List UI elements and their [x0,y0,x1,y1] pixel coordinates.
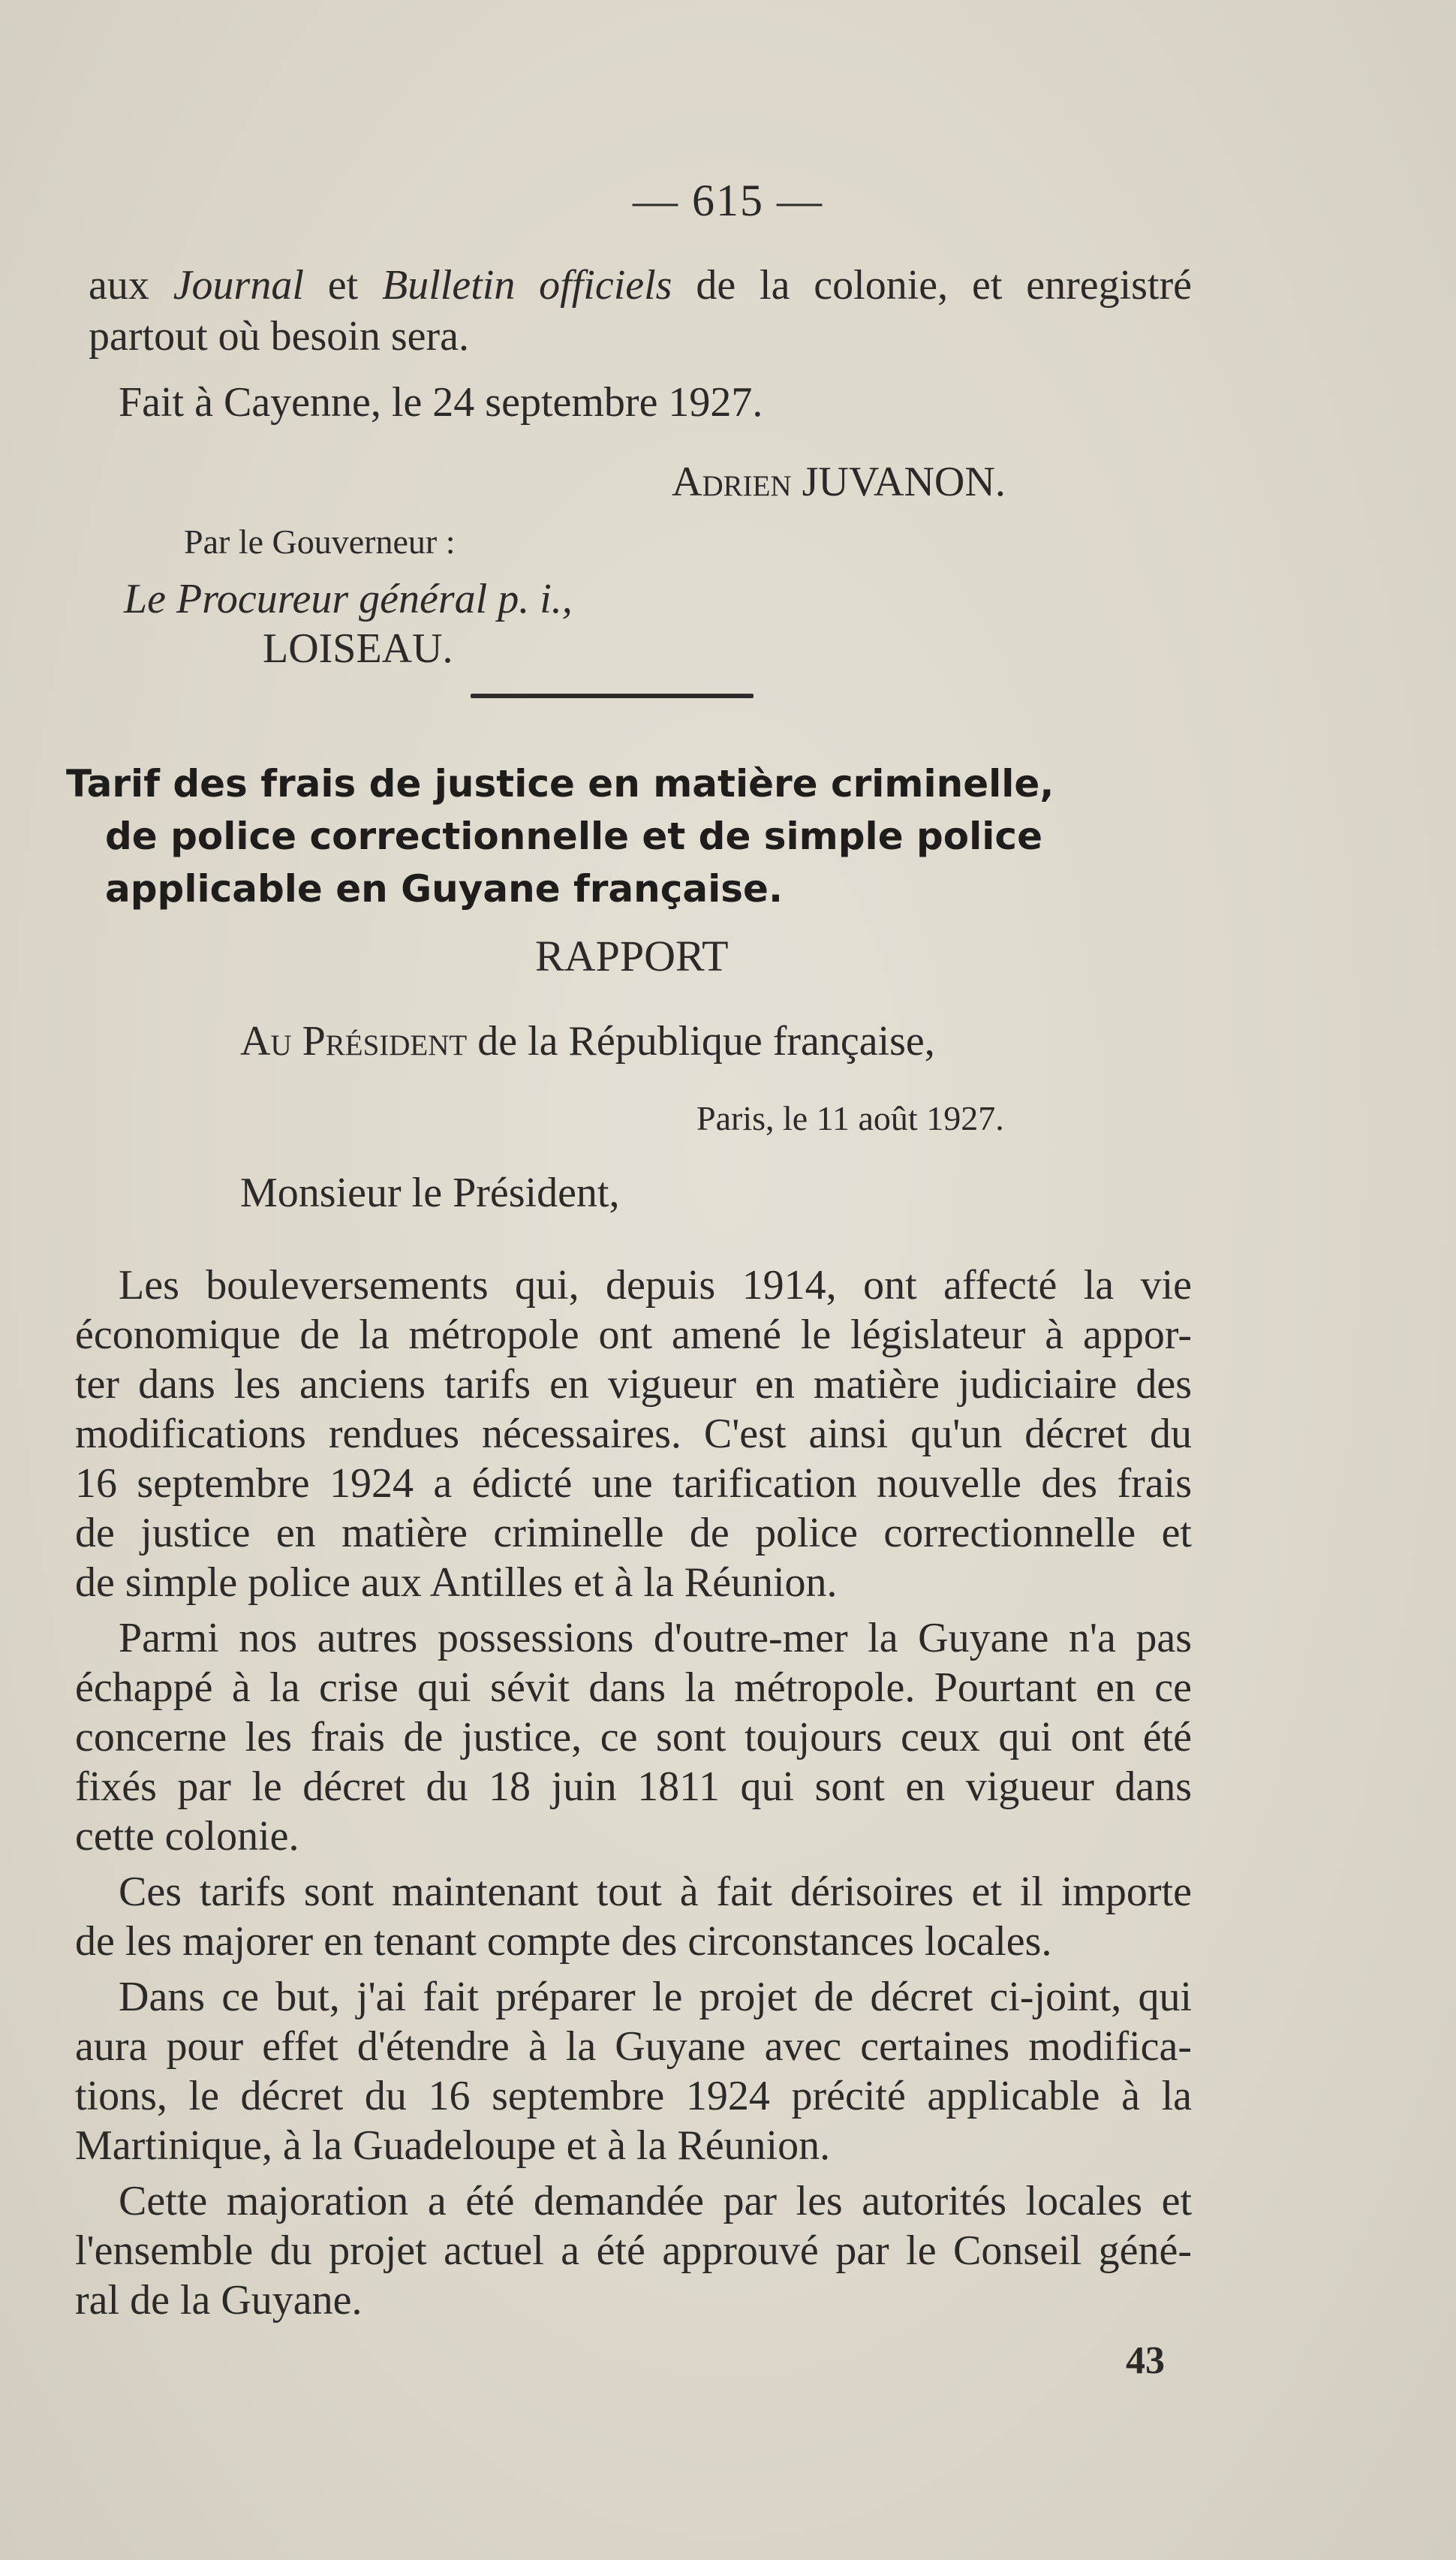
body-line-9: échappé à la crise qui sévit dans la métropole. Pourtant en ce [75,1664,1192,1711]
body-line-13: Ces tarifs sont maintenant tout à fait dérisoires et il importe [119,1869,1192,1915]
body-line-4: modifications rendues nécessaires. C'est ainsi qu'un décret du [75,1411,1192,1457]
body-line-2: économique de la métropole ont amené le législateur à appor- [75,1312,1192,1358]
body-line-16: aura pour effet d'étendre à la Guyane avec certaines modifica- [75,2023,1192,2070]
title-line-3: applicable en Guyane française. [105,867,783,911]
body-line-15: Dans ce but, j'ai fait préparer le projet de décret ci-joint, qui [119,1974,1192,2020]
title-line-2: de police correctionnelle et de simple police [105,815,1042,858]
body-line-3: ter dans les anciens tarifs en vigueur en matière judiciaire des [75,1361,1192,1408]
report-addressee: Au Président de la République française, [240,1018,935,1065]
folio: — 615 — [633,176,823,225]
publication-line-2: partout où besoin sera. [89,313,469,360]
body-line-18: Martinique, à la Guadeloupe et à la Réunion. [75,2122,831,2169]
publication-line-1: aux Journal et Bulletin officiels de la colonie, et enregistré [89,262,1192,309]
body-line-19: Cette majoration a été demandée par les autorités locales et [119,2178,1192,2224]
report-heading: RAPPORT [535,932,729,980]
separator-rule [471,694,754,698]
signatory: Adrien JUVANON. [672,459,1006,505]
countersign-name: LOISEAU. [263,625,453,672]
body-line-10: concerne les frais de justice, ce sont toujours ceux qui ont été [75,1714,1192,1760]
decree-place-date: Fait à Cayenne, le 24 septembre 1927. [119,379,763,426]
body-line-1: Les bouleversements qui, depuis 1914, ont affecté la vie [119,1262,1192,1309]
body-line-6: de justice en matière criminelle de police correctionnelle et [75,1510,1192,1556]
by-governor: Par le Gouverneur : [184,523,456,561]
page-number: 43 [1126,2339,1165,2382]
body-line-8: Parmi nos autres possessions d'outre-mer la Guyane n'a pas [119,1615,1192,1661]
body-line-5: 16 septembre 1924 a édicté une tarification nouvelle des frais [75,1460,1192,1507]
title-line-1: Tarif des frais de justice en matière criminelle, [66,762,1054,806]
body-line-12: cette colonie. [75,1813,299,1860]
report-place-date: Paris, le 11 août 1927. [696,1099,1004,1137]
salutation: Monsieur le Président, [240,1170,620,1216]
body-line-21: ral de la Guyane. [75,2277,362,2324]
body-line-11: fixés par le décret du 18 juin 1811 qui sont en vigueur dans [75,1763,1192,1810]
journal-title: Journal [173,262,304,309]
bulletin-title: Bulletin officiels [382,262,672,309]
countersign-title: Le Procureur général p. i., [124,576,573,622]
body-line-17: tions, le décret du 16 septembre 1924 précité applicable à la [75,2073,1192,2119]
body-line-7: de simple police aux Antilles et à la Réunion. [75,1559,838,1606]
body-line-20: l'ensemble du projet actuel a été approuvé par le Conseil géné- [75,2227,1192,2274]
body-line-14: de les majorer en tenant compte des circonstances locales. [75,1918,1052,1965]
